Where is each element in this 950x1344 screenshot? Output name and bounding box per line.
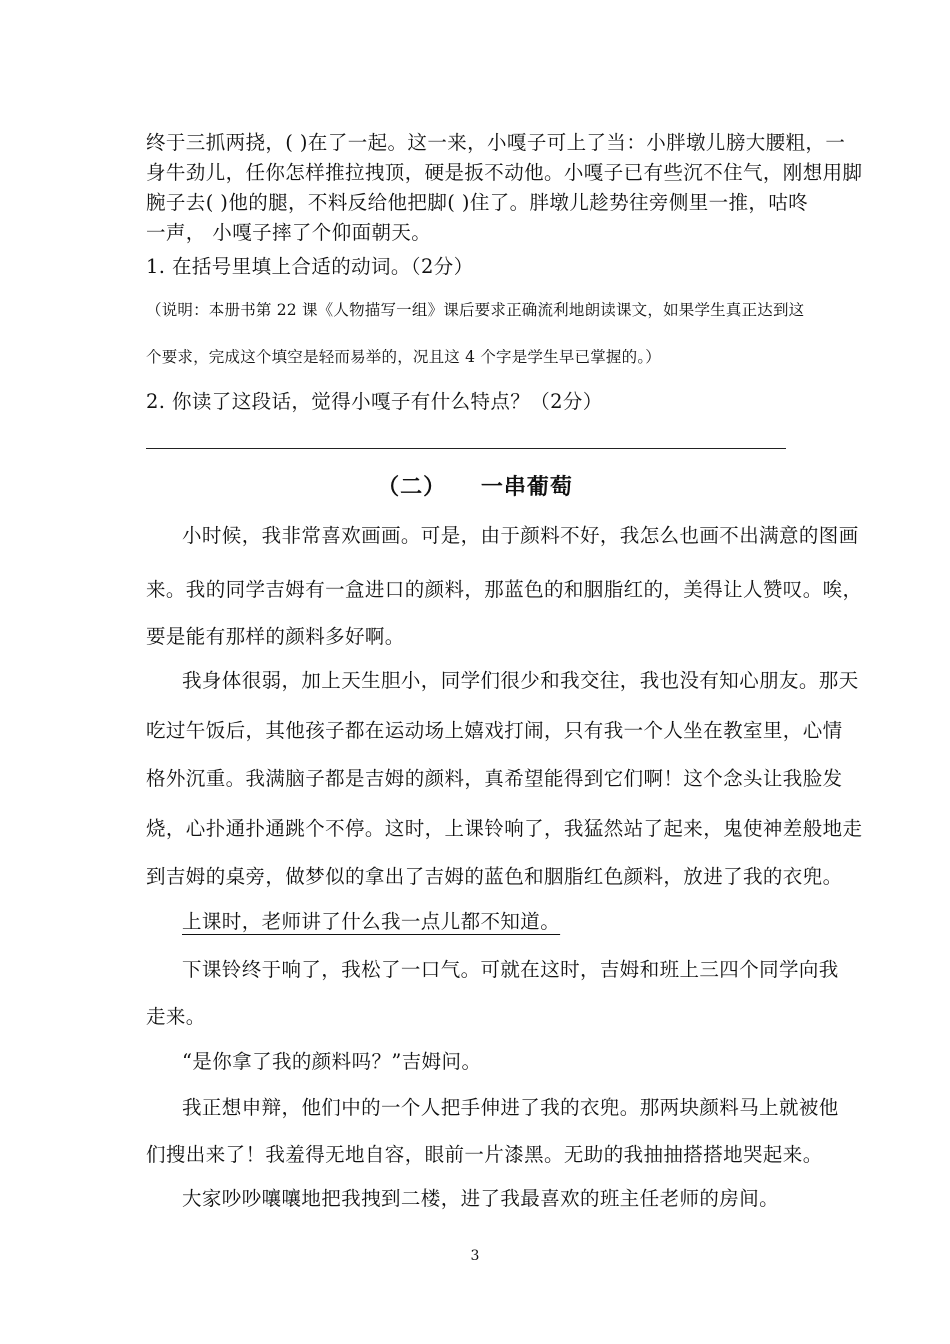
story-line: 到吉姆的桌旁，做梦似的拿出了吉姆的蓝色和胭脂红色颜料，放进了我的衣兜。 <box>146 865 843 888</box>
passage-line: 腕子去( )他的腿，不料反给他把脚( )住了。胖墩儿趁势往旁侧里一推，咕咚 <box>146 191 809 214</box>
story-line: 下课铃终于响了，我松了一口气。可就在这时，吉姆和班上三四个同学向我 <box>182 958 839 981</box>
teacher-note-line: （说明：本册书第 22 课《人物描写一组》课后要求正确流利地朗读课文，如果学生真正达到这 <box>146 301 805 319</box>
story-line: 大家吵吵嚷嚷地把我拽到二楼，进了我最喜欢的班主任老师的房间。 <box>182 1187 780 1210</box>
page-number: 3 <box>470 1248 480 1264</box>
story-line: 来。我的同学吉姆有一盒进口的颜料，那蓝色的和胭脂红的，美得让人赞叹。唉， <box>146 578 863 601</box>
story-line: 我正想申辩，他们中的一个人把手伸进了我的衣兜。那两块颜料马上就被他 <box>182 1096 839 1119</box>
story-line: “是你拿了我的颜料吗？”吉姆问。 <box>182 1050 482 1073</box>
passage-line: 身牛劲儿，任你怎样推拉拽顶，硬是扳不动他。小嘎子已有些沉不住气，刚想用脚 <box>146 161 863 184</box>
question-2: 2. 你读了这段话，觉得小嘎子有什么特点？（2分） <box>146 390 603 413</box>
story-line: 小时候，我非常喜欢画画。可是，由于颜料不好，我怎么也画不出满意的图画 <box>182 524 859 547</box>
section-title <box>0 470 950 501</box>
section-number: （二） <box>377 475 447 500</box>
teacher-note-line: 个要求，完成这个填空是轻而易举的，况且这 4 个字是学生早已掌握的。） <box>146 348 661 366</box>
underlined-sentence: 上课时，老师讲了什么我一点儿都不知道。 <box>182 910 561 933</box>
section-name: 一串葡萄 <box>480 475 573 500</box>
story-line: 格外沉重。我满脑子都是吉姆的颜料，真希望能得到它们啊！这个念头让我脸发 <box>146 767 843 790</box>
passage-line: 一声， 小嘎子摔了个仰面朝天。 <box>146 221 432 244</box>
passage-line: 终于三抓两挠，( )在了一起。这一来，小嘎子可上了当：小胖墩儿膀大腰粗，一 <box>146 131 846 154</box>
question-1: 1. 在括号里填上合适的动词。（2分） <box>146 255 474 278</box>
story-line: 我身体很弱，加上天生胆小，同学们很少和我交往，我也没有知心朋友。那天 <box>182 669 859 692</box>
story-line: 要是能有那样的颜料多好啊。 <box>146 625 405 648</box>
story-line: 烧，心扑通扑通跳个不停。这时，上课铃响了，我猛然站了起来，鬼使神差般地走 <box>146 817 863 840</box>
story-line: 走来。 <box>146 1005 206 1028</box>
story-line: 吃过午饭后，其他孩子都在运动场上嬉戏打闹，只有我一个人坐在教室里，心情 <box>146 719 843 742</box>
answer-line <box>146 448 786 449</box>
story-line: 们搜出来了！我羞得无地自容，眼前一片漆黑。无助的我抽抽搭搭地哭起来。 <box>146 1143 823 1166</box>
